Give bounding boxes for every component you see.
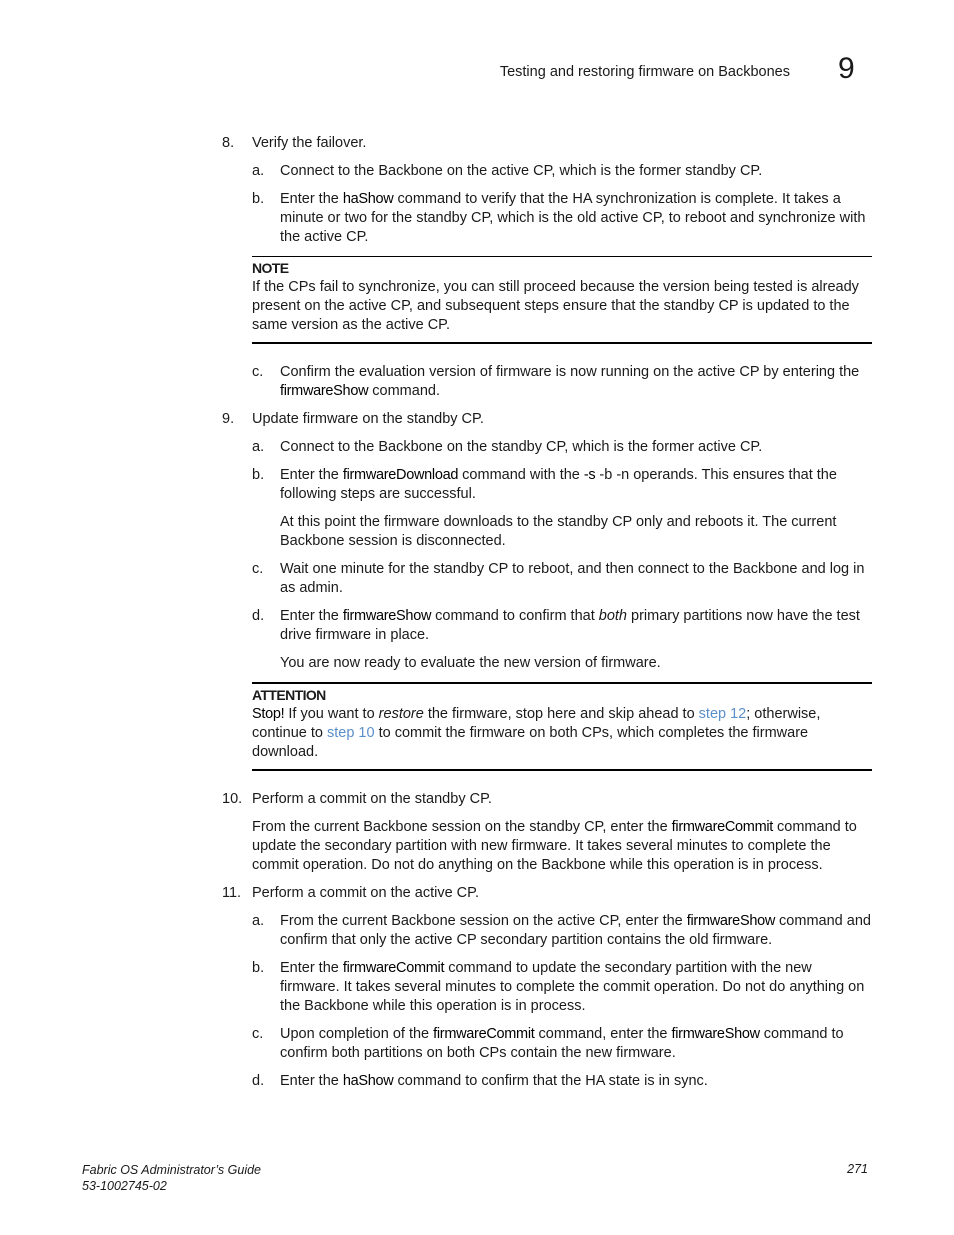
step-text: Update firmware on the standby CP. — [252, 411, 484, 427]
attention-text-part: the firmware, stop here and skip ahead to — [423, 706, 699, 722]
step-11b — [222, 959, 872, 1016]
step-9 — [222, 410, 872, 429]
step-text: Perform a commit on the active CP. — [252, 885, 479, 901]
substep-letter: a. — [252, 439, 265, 455]
command-name: firmwareShow — [342, 608, 432, 624]
note-text: If the CPs fail to synchronize, you can still proceed because the version being tested is already present on the active CP, and subsequent steps ensure that the standby CP is updated to the same version as the active CP. — [252, 279, 859, 333]
substep-text: command to update the secondary partition with the new firmware. It takes several minutes to complete the commit operation. Do not do anything on the Backbone while this operation is in process. — [280, 960, 865, 1014]
substep-letter: d. — [252, 608, 265, 624]
footer-guide-title: Fabric OS Administrator’s Guide — [82, 1163, 261, 1177]
step-11 — [222, 884, 872, 903]
substep-text: command to verify that the HA synchronization is complete. It takes a minute or two for the standby CP, which is the old active CP, to reboot and synchronize with the active CP. — [280, 191, 866, 245]
substep-text: Enter the — [280, 1073, 343, 1089]
substep-paragraph: At this point the firmware downloads to the standby CP only and reboots it. The current Backbone session is disconnected. — [280, 514, 837, 549]
command-name: firmwareShow — [671, 1026, 760, 1042]
paragraph-text: command to update the secondary partition with new firmware. It takes several minutes to complete the commit operation. Do not do anything on the Backbone while this operation is in process. — [252, 819, 857, 873]
attention-text-part: to commit the firmware on both CPs, which completes the firmware download. — [252, 725, 809, 760]
step-12-link[interactable]: step 12 — [698, 706, 747, 722]
substep-text: -b -n operands. This ensures that the following steps are successful. — [280, 467, 837, 502]
substep-text: Enter the — [280, 191, 343, 207]
step-11d — [222, 1072, 872, 1091]
command-name: firmwareCommit — [342, 960, 445, 976]
emphasis-text: both — [598, 608, 627, 624]
substep-letter: a. — [252, 913, 265, 929]
step-number: 11. — [222, 885, 242, 901]
footer-left — [82, 1162, 261, 1194]
step-text: Perform a commit on the standby CP. — [252, 791, 492, 807]
substep-text: Wait one minute for the standby CP to reboot, and then connect to the Backbone and log in as admin. — [280, 561, 865, 596]
substep-letter: b. — [252, 467, 265, 483]
command-name: firmwareShow — [686, 913, 776, 929]
attention-box — [252, 682, 872, 771]
attention-title: ATTENTION — [252, 687, 326, 703]
step-9c — [222, 560, 872, 598]
step-10-paragraph — [222, 818, 872, 875]
emphasis-text: restore — [378, 706, 424, 722]
note-title: NOTE — [252, 260, 289, 276]
step-11c — [222, 1025, 872, 1063]
substep-paragraph: You are now ready to evaluate the new version of firmware. — [280, 655, 661, 671]
stop-label: Stop! — [252, 706, 285, 722]
substep-letter: b. — [252, 191, 265, 207]
substep-text: primary partitions now have the test drive firmware in place. — [280, 608, 860, 643]
substep-text: Connect to the Backbone on the active CP, which is the former standby CP. — [280, 163, 763, 179]
paragraph-text: From the current Backbone session on the standby CP, enter the — [252, 819, 672, 835]
substep-letter: c. — [252, 1026, 264, 1042]
substep-text: command. — [368, 383, 440, 399]
substep-text: Enter the — [280, 960, 343, 976]
substep-letter: c. — [252, 561, 264, 577]
step-10-link[interactable]: step 10 — [326, 725, 375, 741]
command-name: firmwareCommit — [671, 819, 774, 835]
step-8 — [222, 134, 872, 153]
step-number: 8. — [222, 135, 235, 151]
substep-letter: a. — [252, 163, 265, 179]
chapter-number: 9 — [838, 52, 855, 85]
step-11a — [222, 912, 872, 950]
substep-text: Enter the — [280, 608, 343, 624]
page-body — [222, 134, 872, 1100]
command-option: -s — [583, 467, 596, 483]
step-8b — [222, 190, 872, 247]
command-name: haShow — [342, 1073, 394, 1089]
step-9a — [222, 438, 872, 457]
substep-letter: c. — [252, 364, 264, 380]
command-name: firmwareDownload — [342, 467, 459, 483]
attention-text — [252, 705, 872, 762]
note-box — [252, 256, 872, 344]
attention-text-part: If you want to — [284, 706, 379, 722]
step-9d — [222, 607, 872, 645]
command-name: firmwareCommit — [433, 1026, 535, 1042]
substep-text: Upon completion of the — [280, 1026, 434, 1042]
substep-text: command with the — [458, 467, 584, 483]
running-header-title: Testing and restoring firmware on Backbones — [499, 64, 790, 80]
substep-text: command to confirm that — [431, 608, 599, 624]
step-text: Verify the failover. — [252, 135, 367, 151]
substep-text: command to confirm that the HA state is in sync. — [393, 1073, 708, 1089]
substep-text: command, enter the — [534, 1026, 672, 1042]
page-number: 271 — [847, 1162, 868, 1176]
substep-text: From the current Backbone session on the active CP, enter the — [280, 913, 687, 929]
substep-letter: d. — [252, 1073, 265, 1089]
substep-text: Enter the — [280, 467, 343, 483]
substep-letter: b. — [252, 960, 265, 976]
step-number: 10. — [222, 791, 243, 807]
substep-text: command and confirm that only the active CP secondary partition contains the old firmware. — [280, 913, 871, 948]
step-8c — [222, 363, 872, 401]
command-name: firmwareShow — [280, 383, 369, 399]
step-8a — [222, 162, 872, 181]
attention-text-part: ; otherwise, continue to — [252, 706, 821, 741]
substep-text: Confirm the evaluation version of firmware is now running on the active CP by entering the — [280, 364, 860, 380]
substep-text: command to confirm both partitions on both CPs contain the new firmware. — [280, 1026, 844, 1061]
step-10 — [222, 790, 872, 809]
step-number: 9. — [222, 411, 235, 427]
substep-text: Connect to the Backbone on the standby CP, which is the former active CP. — [280, 439, 763, 455]
step-9b — [222, 466, 872, 504]
footer-doc-id: 53-1002745-02 — [82, 1179, 167, 1193]
command-name: haShow — [342, 191, 394, 207]
